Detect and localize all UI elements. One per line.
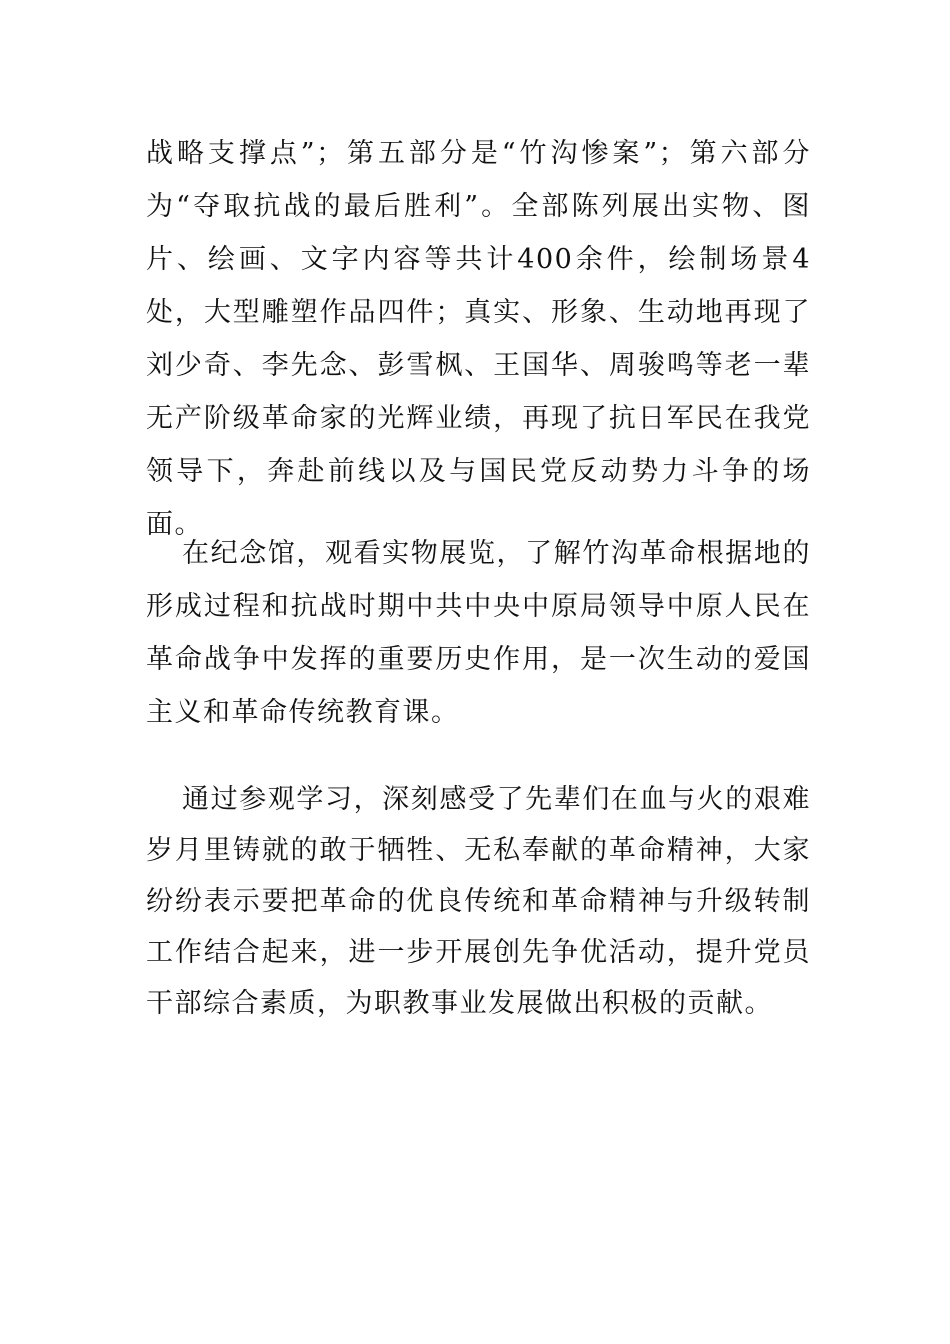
paragraph-memorial-visit: 在纪念馆，观看实物展览，了解竹沟革命根据地的形成过程和抗战时期中共中央中原局领导中原人民在革命战争中发挥的重要历史作用，是一次生动的爱国主义和革命传统教育课。 [146,538,811,728]
paragraph-exhibition-content: 战略支撑点”；第五部分是“竹沟惨案”；第六部分为“夺取抗战的最后胜利”。全部陈列展出实物、图片、绘画、文字内容等共计400余件，绘制场景4处，大型雕塑作品四件；真实、形象、生动地再现了刘少奇、李先念、彭雪枫、王国华、周骏鸣等老一辈无产阶级革命家的光辉业绩，再现了抗日军民在我党领导下，奔赴前线以及与国民党反动势力斗争的场面。 [146,138,811,540]
paragraph-study-reflection: 通过参观学习，深刻感受了先辈们在血与火的艰难岁月里铸就的敢于牺牲、无私奉献的革命精神，大家纷纷表示要把革命的优良传统和革命精神与升级转制工作结合起来，进一步开展创先争优活动，提升党员干部综合素质，为职教事业发展做出积极的贡献。 [146,784,811,1019]
